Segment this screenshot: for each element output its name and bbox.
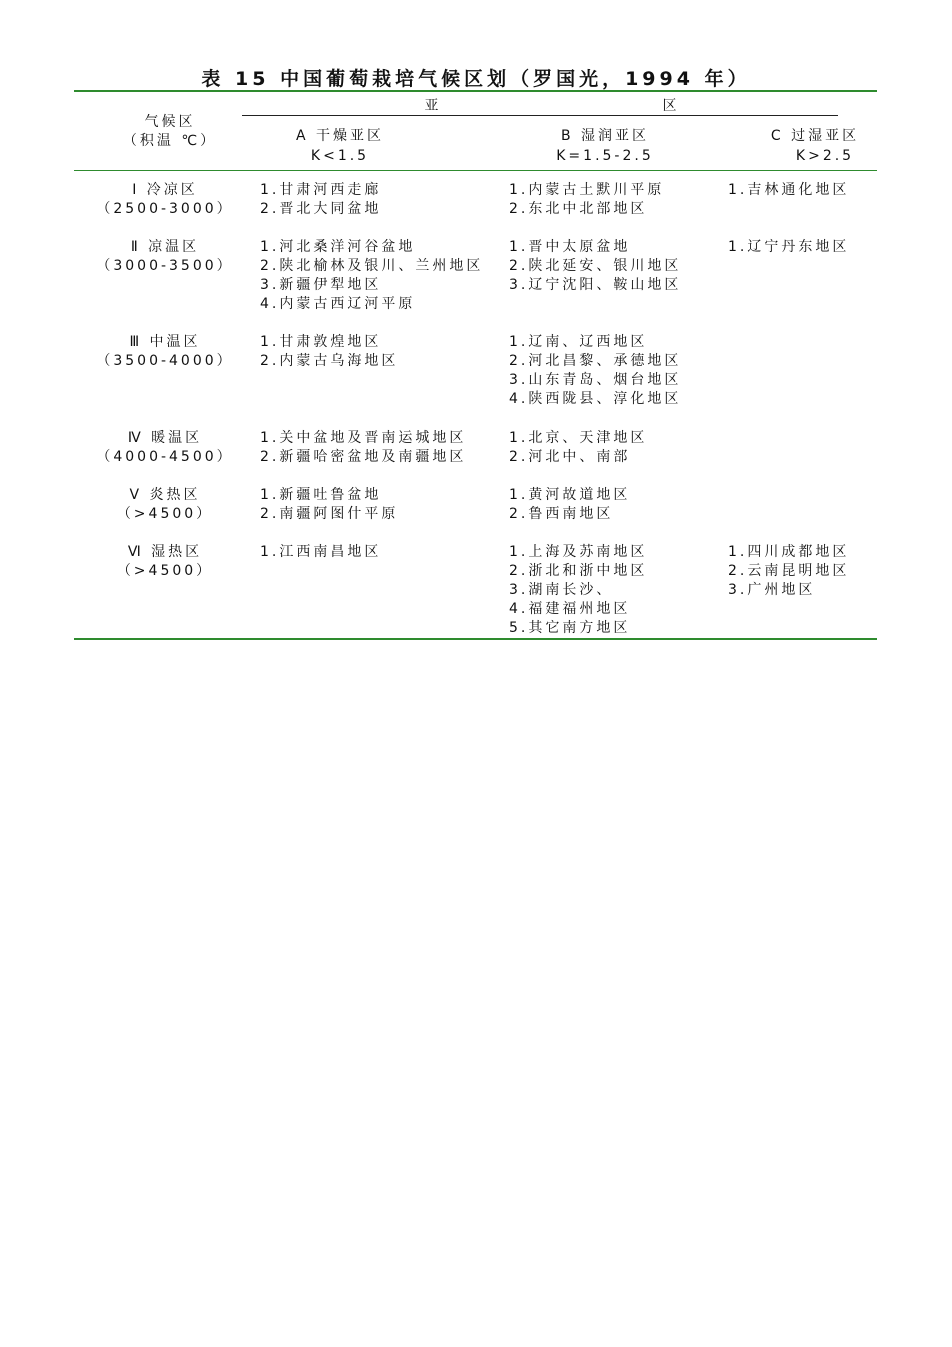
region-item: 3.山东青岛、烟台地区 bbox=[509, 372, 682, 388]
region-item: 1.河北桑洋河谷盆地 bbox=[260, 239, 416, 255]
region-item: 3.广州地区 bbox=[728, 582, 816, 598]
subzone-b-cell bbox=[509, 543, 647, 638]
region-item: 2.河北中、南部 bbox=[509, 449, 631, 465]
zone-name: Ⅵ 湿热区 bbox=[127, 544, 203, 560]
region-item: 4.内蒙古西辽河平原 bbox=[260, 296, 416, 312]
zone-range: （2500-3000） bbox=[96, 201, 234, 217]
region-item: 5.其它南方地区 bbox=[509, 620, 631, 636]
subzone-c-cell bbox=[728, 543, 849, 600]
region-item: 2.内蒙古乌海地区 bbox=[260, 353, 399, 369]
region-item: 1.新疆吐鲁盆地 bbox=[260, 487, 382, 503]
subzone-b-cell bbox=[509, 238, 681, 295]
region-item: 2.浙北和浙中地区 bbox=[509, 563, 648, 579]
subzone-a-cell bbox=[260, 486, 398, 524]
zone-name: Ⅳ 暖温区 bbox=[127, 430, 203, 446]
table-bottom-rule bbox=[74, 638, 877, 640]
subzone-a-cell bbox=[260, 238, 483, 314]
subzone-header-rule bbox=[242, 115, 838, 116]
subzone-c-cell bbox=[728, 238, 849, 257]
subzone-a-cell bbox=[260, 333, 398, 371]
subzone-c-cell bbox=[728, 181, 849, 200]
region-item: 1.辽南、辽西地区 bbox=[509, 334, 648, 350]
zone-range: （>4500） bbox=[116, 563, 214, 579]
region-item: 1.吉林通化地区 bbox=[728, 182, 850, 198]
zone-range: （4000-4500） bbox=[96, 449, 234, 465]
region-item: 2.东北中北部地区 bbox=[509, 201, 648, 217]
subzone-header-right: 区 bbox=[662, 98, 680, 114]
region-item: 3.辽宁沈阳、鞍山地区 bbox=[509, 277, 682, 293]
col-c-k-header: K>2.5 bbox=[795, 148, 855, 164]
table-top-rule bbox=[74, 90, 877, 92]
region-item: 2.云南昆明地区 bbox=[728, 563, 850, 579]
subzone-b-cell bbox=[509, 429, 647, 467]
col-a-header: A 干燥亚区 bbox=[295, 128, 385, 144]
zone-name: Ⅴ 炎热区 bbox=[129, 487, 201, 503]
subzone-b-cell bbox=[509, 181, 664, 219]
region-item: 2.新疆哈密盆地及南疆地区 bbox=[260, 449, 467, 465]
subzone-a-cell bbox=[260, 543, 381, 562]
region-item: 1.甘肃敦煌地区 bbox=[260, 334, 382, 350]
col-c-header: C 过湿亚区 bbox=[770, 128, 860, 144]
region-item: 2.陕北延安、银川地区 bbox=[509, 258, 682, 274]
region-item: 1.内蒙古土默川平原 bbox=[509, 182, 665, 198]
region-item: 1.江西南昌地区 bbox=[260, 544, 382, 560]
region-item: 1.辽宁丹东地区 bbox=[728, 239, 850, 255]
col-a-k-header: K<1.5 bbox=[310, 148, 370, 164]
region-item: 1.北京、天津地区 bbox=[509, 430, 648, 446]
zone-name: Ⅱ 凉温区 bbox=[130, 239, 200, 255]
region-item: 1.上海及苏南地区 bbox=[509, 544, 648, 560]
zone-range: （>4500） bbox=[116, 506, 214, 522]
region-item: 2.晋北大同盆地 bbox=[260, 201, 382, 217]
region-item: 2.河北昌黎、承德地区 bbox=[509, 353, 682, 369]
subzone-b-cell bbox=[509, 333, 681, 409]
subzone-a-cell bbox=[260, 181, 381, 219]
climate-unit-header: （积温 ℃） bbox=[122, 133, 218, 149]
table-title: 表 15 中国葡萄栽培气候区划（罗国光，1994 年） bbox=[201, 68, 751, 90]
subzone-a-cell bbox=[260, 429, 466, 467]
zone-name: Ⅰ 冷凉区 bbox=[132, 182, 198, 198]
region-item: 1.晋中太原盆地 bbox=[509, 239, 631, 255]
col-b-header: B 湿润亚区 bbox=[560, 128, 650, 144]
subzone-header-left: 亚 bbox=[424, 98, 442, 114]
region-item: 3.新疆伊犁地区 bbox=[260, 277, 382, 293]
region-item: 3.湖南长沙、 bbox=[509, 582, 614, 598]
region-item: 2.鲁西南地区 bbox=[509, 506, 614, 522]
region-item: 2.陕北榆林及银川、兰州地区 bbox=[260, 258, 484, 274]
region-item: 2.南疆阿图什平原 bbox=[260, 506, 399, 522]
region-item: 4.陕西陇县、淳化地区 bbox=[509, 391, 682, 407]
region-item: 1.四川成都地区 bbox=[728, 544, 850, 560]
climate-zone-header: 气候区 bbox=[144, 114, 196, 130]
zone-range: （3000-3500） bbox=[96, 258, 234, 274]
col-b-k-header: K=1.5-2.5 bbox=[556, 148, 654, 164]
region-item: 1.黄河故道地区 bbox=[509, 487, 631, 503]
zone-name: Ⅲ 中温区 bbox=[129, 334, 201, 350]
region-item: 1.甘肃河西走廊 bbox=[260, 182, 382, 198]
subzone-b-cell bbox=[509, 486, 630, 524]
zone-range: （3500-4000） bbox=[96, 353, 234, 369]
region-item: 1.关中盆地及晋南运城地区 bbox=[260, 430, 467, 446]
header-bottom-rule bbox=[74, 170, 877, 171]
region-item: 4.福建福州地区 bbox=[509, 601, 631, 617]
